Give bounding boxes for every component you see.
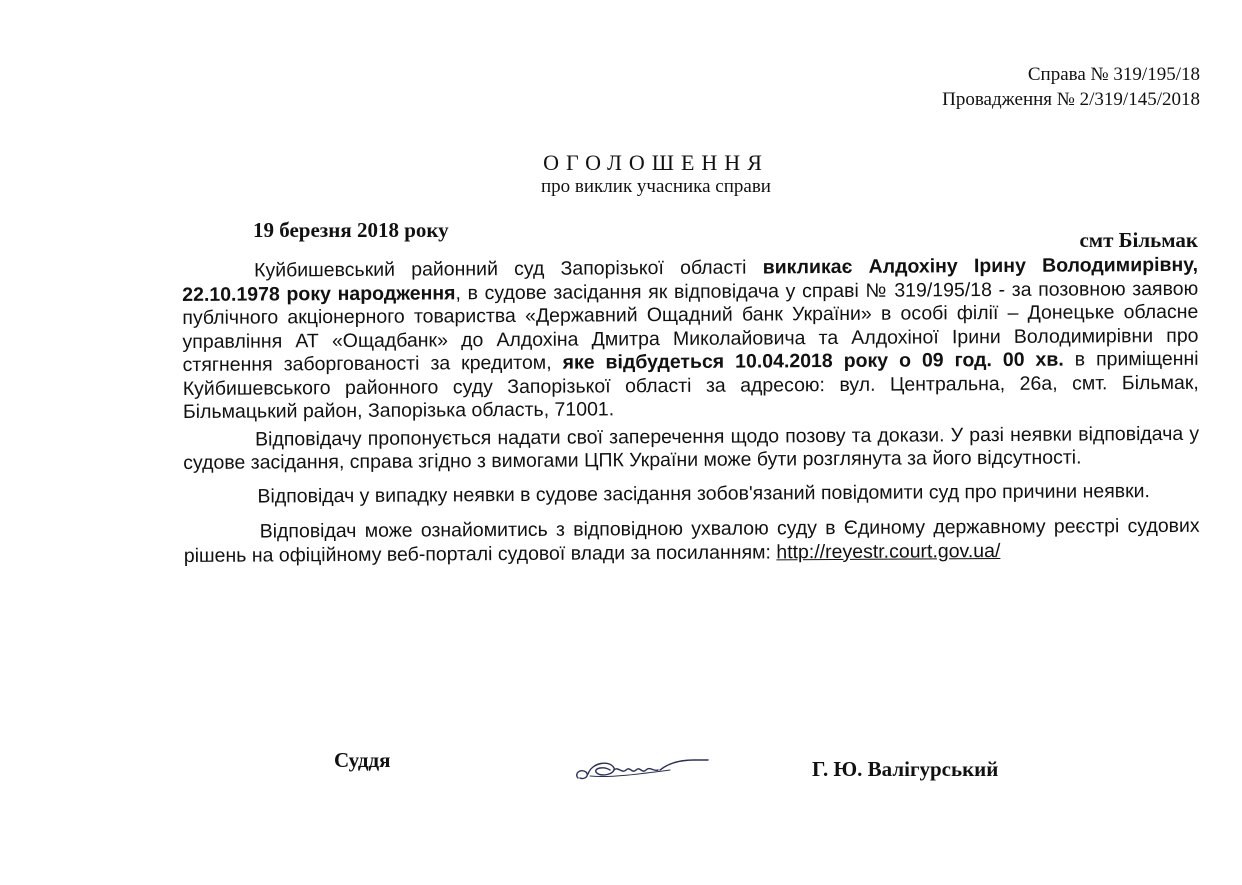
judge-signature (570, 748, 720, 788)
p1-text-2: , в судове засідання як відповідача у справі № 319/195/18 - за позовною заявою публічного акціонерного товариства «Державний Ощадний банк України» в особі філії – Донецьке обласне управління АТ «Ощадбанк» до Алдохіна Дмитра Миколайовича та Алдохіної Ірини Володимирівни про стягнення заборгованості за кредитом, (182, 277, 1199, 376)
judge-role: Суддя (334, 748, 391, 772)
p4-text: Відповідач може ознайомитись з відповідною ухвалою суду в Єдиному державному реєстрі судових рішень на офіційному веб-порталі судової влади за посиланням: (183, 514, 1200, 567)
document-date: 19 березня 2018 року (253, 218, 449, 242)
judge-name: Г. Ю. Валігурський (812, 757, 999, 781)
paragraph-absence-notice: Відповідач у випадку неявки в судове засідання зобов'язаний повідомити суд про причини неявки. (257, 479, 1150, 508)
case-number: Справа № 319/195/18 (1027, 64, 1200, 85)
announcement-body (182, 254, 1200, 574)
p1-text-3: в приміщенні Куйбишевського районного суду Запорізької області за адресою: вул. Центральна, 26а, смт. Більмак, Більмацький район, Запорізька область, 71001. (182, 347, 1199, 423)
announcement-header (0, 150, 1242, 198)
case-reference (942, 62, 1200, 112)
p1-bold-hearing-date: яке відбудеться 10.04.2018 року о 09 год. 00 хв. (562, 348, 1064, 374)
proceeding-number: Провадження № 2/319/145/2018 (942, 89, 1200, 110)
document-place: смт Більмак (1079, 228, 1198, 252)
announcement-subtitle: про виклик учасника справи (541, 176, 771, 197)
p1-bold-summons: викликає Алдохіну Ірину Володимирівну, 22.10.1978 року народження (182, 253, 1199, 306)
paragraph-summons (182, 254, 1199, 425)
paragraph-objections: Відповідачу пропонується надати свої заперечення щодо позову та докази. У разі неявки відповідача у судове засідання, справа згідно з вимогами ЦПК України може бути розглянута за його відсутності. (183, 422, 1200, 474)
announcement-title: ОГОЛОШЕННЯ (543, 150, 769, 175)
paragraph-registry (184, 515, 1200, 568)
registry-link[interactable]: http://reyestr.court.gov.ua/ (776, 539, 1001, 563)
p1-text-1: Куйбишевський районний суд Запорізької області (253, 256, 763, 282)
